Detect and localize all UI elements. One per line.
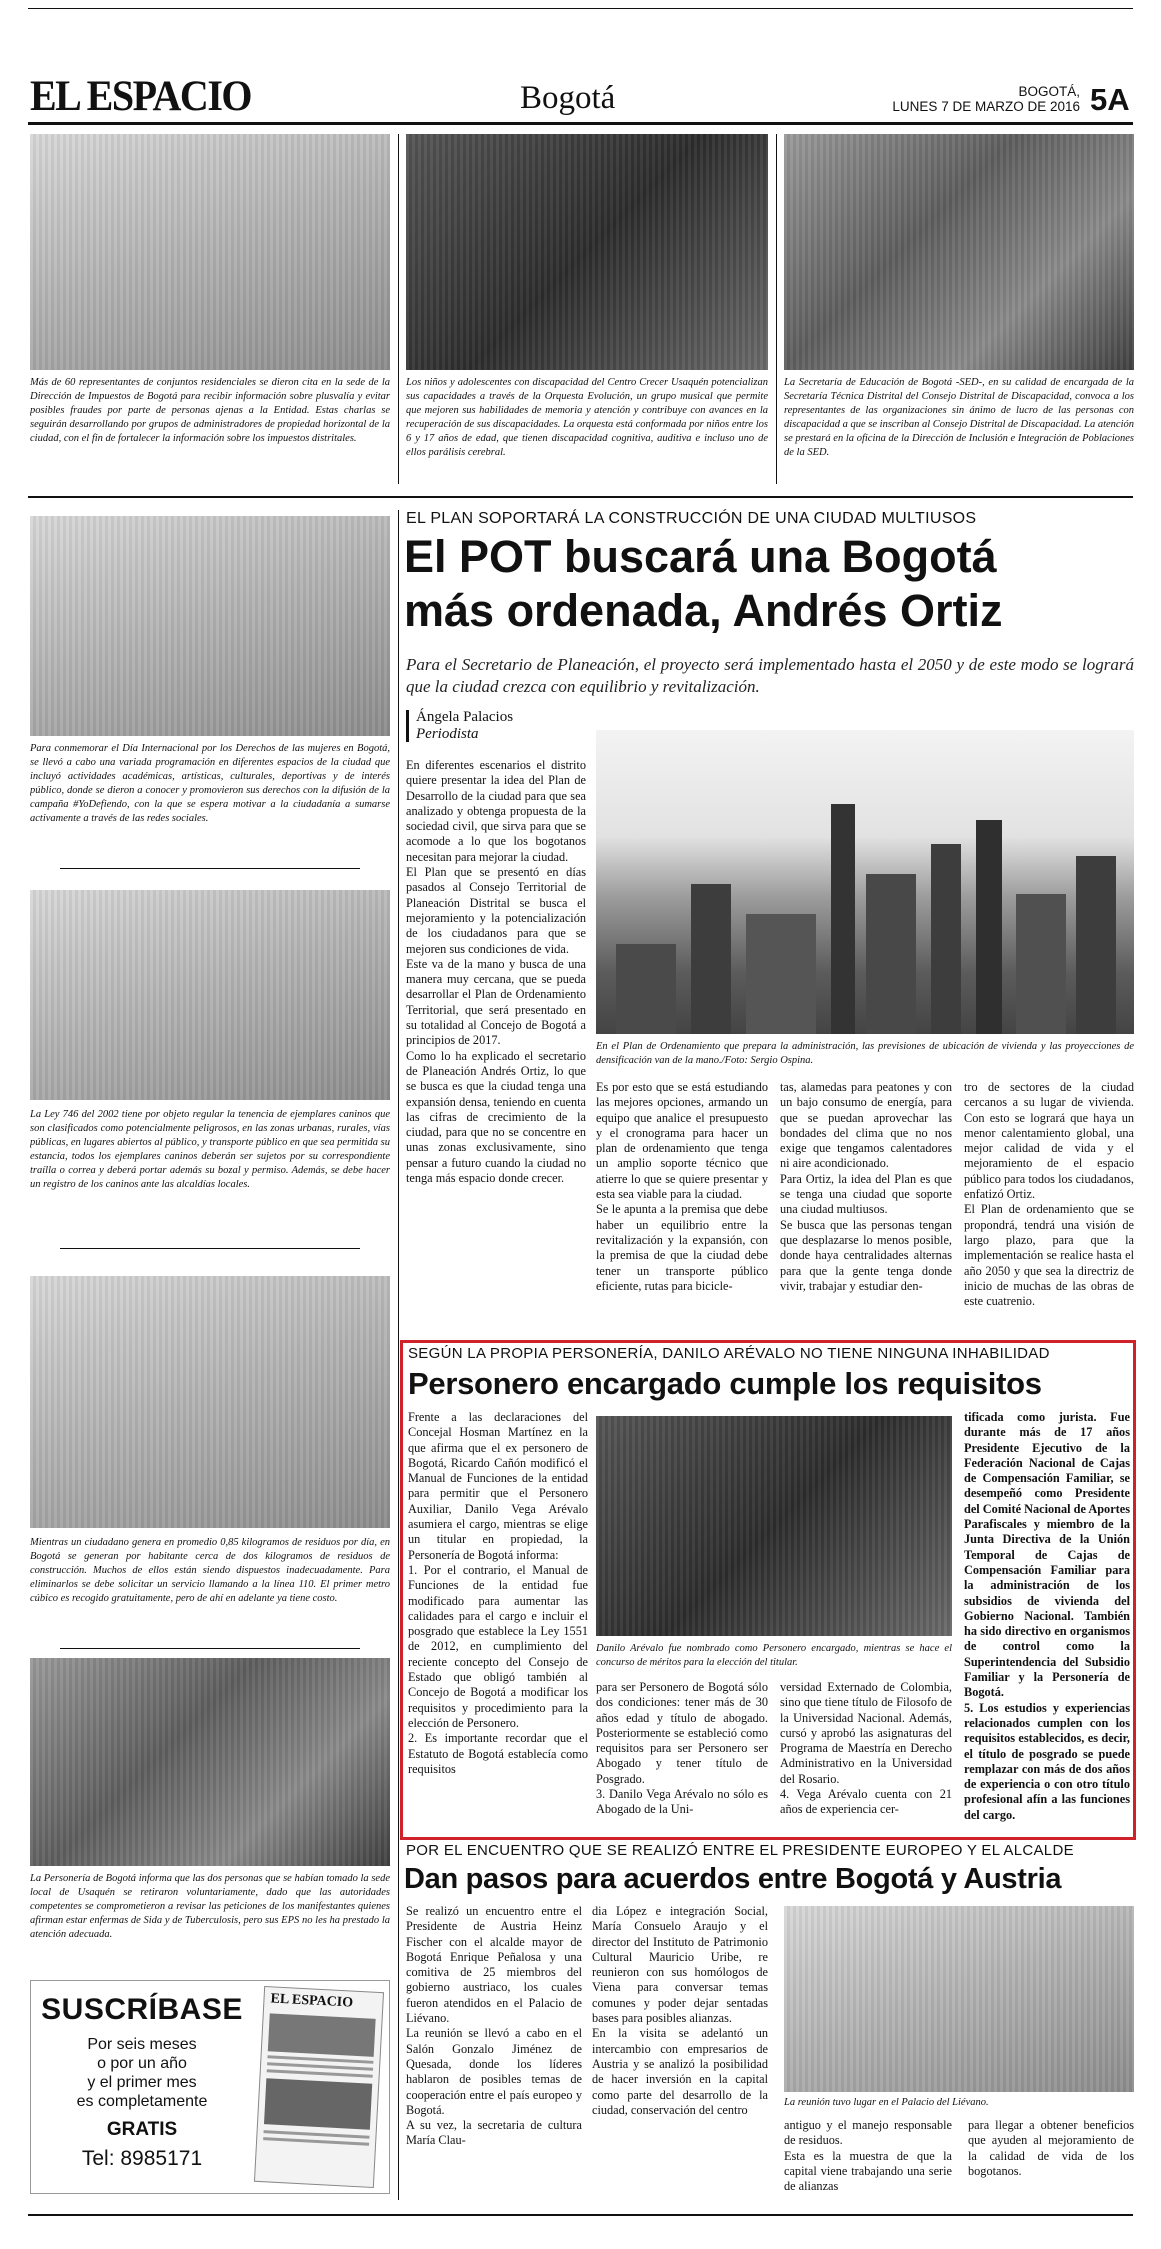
subscription-ad[interactable] xyxy=(30,1980,390,2194)
caption-disability-council: La Secretaría de Educación de Bogotá -SED-, en su calidad de encargada de la Secretaría Técnica Distrital del Consejo Distrital de Discapacidad, convoca a los representantes de las organizaciones sin ánimo de lucro de las personas con discapacidad a que se inscriban al Consejo Distrital de Discapacidad. La atención se prestará en la oficina de la Dirección de Inclusión e Integración de Poblaciones de la SED. xyxy=(784,377,1134,458)
personero-column-1 xyxy=(408,1410,588,1836)
building-shape xyxy=(616,944,676,1034)
paragraph: Se le apunta a la premisa que debe haber un equilibrio entre la revitalización y la expansión, con la premisa de que la ciudad debe tener un transporte público eficiente, rutas para bicicle- xyxy=(596,1202,768,1293)
photo-womens-day xyxy=(30,516,390,736)
photo-orchestra xyxy=(406,134,768,370)
ad-free: GRATIS xyxy=(106,2119,178,2140)
personero-column-2 xyxy=(596,1680,768,1836)
paragraph: tro de sectores de la ciudad cercanos a su lugar de vivienda. Con esto se logrará que haya un menor calentamiento global, una mejor calidad de vida y el mejoramiento de el espacio público para todos los ciudadanos, enfatizó Ortiz. xyxy=(964,1080,1134,1202)
pot-subhead: Para el Secretario de Planeación, el proyecto será implementado hasta el 2050 y de este modo se logrará que la ciudad crezca con equilibrio y revitalización. xyxy=(406,655,1134,696)
paragraph: para llegar a obtener beneficios que ayuden al mejoramiento de la calidad de vida de los bogotanos. xyxy=(968,2118,1134,2178)
personero-column-3 xyxy=(780,1680,952,1836)
caption-tax-meeting: Más de 60 representantes de conjuntos residenciales se dieron cita en la sede de la Dirección de Impuestos de Bogotá para recibir información sobre plusvalía y evitar posibles fraudes por parte de personas ajenas a la Entidad. Estas charlas se seguirán desarrollando por grupos de administradores de propiedad horizontal de la ciudad, con el fin de fortalecer la información sobre los impuestos distritales. xyxy=(30,377,390,444)
ad-phone: Tel: 8985171 xyxy=(81,2147,203,2170)
caption-usaquen: La Personería de Bogotá informa que las dos personas que se habían tomado la sede local de Usaquén se retiraron voluntariamente, dado que las autoridades competentes se comprometieron a revisar las peticiones de los manifestantes quienes afirman estar enfermas de Sida y de Tuberculosis, pero sus EPS no les ha prestado la atención adecuada. xyxy=(30,1873,390,1940)
paragraph: Se realizó un encuentro entre el Presidente de Austria Heinz Fischer con el alcalde mayor de Bogotá Enrique Peñalosa y una comitiva de 25 miembros del gobierno austriaco, los cuales fueron atendidos en el Palacio de Liévano. xyxy=(406,1904,582,2026)
building-shape xyxy=(931,844,961,1034)
paragraph: Para Ortiz, la idea del Plan es que se tenga una ciudad que soporte una ciudad multiusos. xyxy=(780,1171,952,1217)
paragraph: Se busca que las personas tengan que desplazarse lo menos posible, donde haya centralidades alternas para que la gente tenga donde vivir, trabajar y estudiar den- xyxy=(780,1217,952,1293)
building-shape xyxy=(691,884,731,1034)
personero-photo-caption: Danilo Arévalo fue nombrado como Personero encargado, mientras se hace el concurso de méritos para la elección del titular. xyxy=(596,1643,952,1668)
austria-column-4 xyxy=(968,2118,1134,2208)
pot-kicker: EL PLAN SOPORTARÁ LA CONSTRUCCIÓN DE UNA CIUDAD MULTIUSOS xyxy=(406,510,977,527)
ad-body xyxy=(35,2035,249,2111)
paragraph: antiguo y el manejo responsable de residuos. xyxy=(784,2118,952,2148)
ad-line: o por un año xyxy=(97,2055,187,2072)
paragraph: El Plan de ordenamiento que se propondrá, tendrá una visión de largo plazo, para que la implementación se realice hasta el año 2050 y que sea la directriz de inicio de muchas de las obras de este cuatrenio. xyxy=(964,1202,1134,1309)
paragraph: tificada como jurista. Fue durante más de 17 años Presidente Ejecutivo de la Federación Nacional de Cajas de Compensación Familiar, se desempeñó como Presidente del Comité Nacional de Aportes Parafiscales y miembro de la Junta Directiva de la Unión Temporal de Cajas de Compensación Familiar para la administración de los subsidios de vivienda del Gobierno Nacional. También ha sido directivo en organismos de control como la Superintendencia del Subsidio Familiar y la Personería de Bogotá. xyxy=(964,1410,1130,1700)
paragraph: 5. Los estudios y experiencias relacionados cumplen con los requisitos establecidos, es decir, el título de posgrado se puede remplazar con más de dos años de experiencia o con otro título profesional afín a las funciones del cargo. xyxy=(964,1700,1130,1822)
ad-line: es completamente xyxy=(76,2093,208,2110)
paragraph: dia López e integración Social, María Consuelo Araujo y el director del Instituto de Patrimonio Cultural Mauricio Uribe, re reunieron con sus homólogos de Viena para conversar temas comunes y poder dejar sentadas bases para posibles alianzas. xyxy=(592,1904,768,2026)
paragraph: 4. Vega Arévalo cuenta con 21 años de experiencia cer- xyxy=(780,1787,952,1817)
personero-kicker: SEGÚN LA PROPIA PERSONERÍA, DANILO ARÉVALO NO TIENE NINGUNA INHABILIDAD xyxy=(408,1345,1050,1362)
paragraph: La reunión se llevó a cabo en el Salón Gonzalo Jiménez de Quesada, donde los líderes hablaron de posibles temas de cooperación entre el país europeo y Bogotá. xyxy=(406,2026,582,2117)
photo-usaquen-church xyxy=(30,1658,390,1866)
masthead-logo: EL ESPACIO xyxy=(30,71,251,120)
austria-kicker: POR EL ENCUENTRO QUE SE REALIZÓ ENTRE EL PRESIDENTE EUROPEO Y EL ALCALDE xyxy=(406,1842,1074,1859)
paragraph: Como lo ha explicado el secretario de Planeación Andrés Ortiz, lo que se busca es que la ciudad tenga una expansión densa, teniendo en cuenta las cifras de crecimiento de la ciudad, para que no se concentre en unas zonas exclusivamente, sino pensar a futuro cuando la ciudad no tenga más espacio donde crecer. xyxy=(406,1048,586,1186)
pot-column-2 xyxy=(596,1080,768,1338)
paragraph: 1. Por el contrario, el Manual de Funciones de la entidad fue modificado para aumentar las calidades para el cargo e incluir el posgrado que establece la Ley 1551 de 2012, en cumplimiento del reciente concepto del Consejo de Estado que obligó también al Concejo de Bogotá a modificar los requisitos y procedimiento para la elección de Personero. xyxy=(408,1562,588,1730)
photo-construction-waste xyxy=(30,1276,390,1528)
ad-line: y el primer mes xyxy=(87,2074,197,2091)
caption-orchestra: Los niños y adolescentes con discapacidad del Centro Crecer Usaquén potencializan sus capacidades a través de la Orquesta Evolución, un grupo musical que permite que mejoren sus habilidades de memoria y atención y contribuye con avances en la recuperación de sus discapacidades. La orquesta está conformada por niños entre los 6 y 17 años de edad, que tienen discapacidad cognitiva, auditiva e incluso uno de ellos parálisis cerebral. xyxy=(406,377,768,458)
paragraph: 2. Es importante recordar que el Estatuto de Bogotá establecía como requisitos xyxy=(408,1731,588,1776)
photo-dogs xyxy=(30,890,390,1100)
section-title: Bogotá xyxy=(520,80,616,116)
pot-headline-line2: más ordenada, Andrés Ortiz xyxy=(404,585,1003,636)
austria-column-1 xyxy=(406,1904,582,2204)
caption-womens-day: Para conmemorar el Día Internacional por los Derechos de las mujeres en Bogotá, se llevó a cabo una variada programación en diferentes espacios de la ciudad que incluyó actividades académicas, artísticas, culturales, deportivas y de interés público, donde se dieron a conocer y promovieron sus derechos con la difusión de la campaña #YoDefiendo, con la que se espera motivar a la ciudadanía a sumarse activamente a través de las redes sociales. xyxy=(30,743,390,824)
paragraph: El Plan que se presentó en días pasados al Consejo Territorial de Planeación Distrital se busca el mejoramiento y la potencialización de los ciudadanos para que se mejoren sus condiciones de vida. xyxy=(406,865,586,956)
date-city: BOGOTÁ, xyxy=(1018,84,1080,99)
austria-column-3 xyxy=(784,2118,952,2208)
paragraph: A su vez, la secretaria de cultura María Clau- xyxy=(406,2118,582,2148)
building-shape xyxy=(866,874,916,1034)
pot-byline xyxy=(416,709,513,743)
bottom-rule xyxy=(28,2214,1133,2216)
paragraph: Frente a las declaraciones del Concejal Hosman Martínez en la que afirma que el ex personero de Bogotá, Ricardo Cañón modificó el Manual de Funciones de la entidad para permitir que el Personero Auxiliar, Danilo Vega Arévalo asumiera el cargo, mientras se elige un titular en propiedad, la Personería de Bogotá informa: xyxy=(408,1410,588,1562)
top-hairline xyxy=(28,8,1133,9)
column-divider xyxy=(398,134,399,484)
paragraph: 3. Danilo Vega Arévalo no sólo es Abogado de la Uni- xyxy=(596,1787,768,1817)
paragraph: tas, alamedas para peatones y con un bajo consumo de energía, para que se puedan aprovechar las bondades del clima que no nos exige que tengamos calentadores ni aire acondicionado. xyxy=(780,1080,952,1171)
photo-austria-meeting xyxy=(784,1906,1134,2092)
thumbnail-logo: EL ESPACIO xyxy=(270,1991,354,2011)
thumbnail-line xyxy=(263,2137,369,2146)
page-number: 5A xyxy=(1090,82,1130,117)
caption-dogs: La Ley 746 del 2002 tiene por objeto regular la tenencia de ejemplares caninos que son clasificados como potencialmente peligrosos, en las zonas urbanas, rurales, vías públicas, en lugares abiertos al público, y transporte público en que sea permitida su estancia, todos los ejemplares caninos deberán ser sujetos por su correspondiente traílla o correa y deberá portar además su bozal y permiso. Además, se debe hacer un registro de los caninos ante las alcaldías locales. xyxy=(30,1109,390,1190)
pot-headline-line1: El POT buscará una Bogotá xyxy=(404,531,997,582)
paragraph: En diferentes escenarios el distrito quiere presentar la idea del Plan de Desarrollo de la ciudad para que sea analizado y obtenga propuesta de la sociedad civil, que sirva para que se acomode a lo que los bogotanos necesitan para mejorar la ciudad. xyxy=(406,758,586,864)
photo-tax-meeting xyxy=(30,134,390,370)
paragraph: para ser Personero de Bogotá sólo dos condiciones: tener más de 30 años edad y título de abogado. Posteriormente se estableció como requisitos para ser Personero ser Abogado y tener título de Posgrado. xyxy=(596,1680,768,1786)
paragraph: Este va de la mano y busca de una manera muy cercana, que se pueda desarrollar el Plan de Ordenamiento Territorial, que será presentado en su totalidad al Concejo de Bogotá a principios de 2017. xyxy=(406,956,586,1048)
building-shape xyxy=(1016,894,1066,1034)
ad-title: SUSCRÍBASE xyxy=(41,1993,243,2026)
divider xyxy=(60,1648,360,1649)
divider xyxy=(60,868,360,869)
thumbnail-line xyxy=(267,2069,373,2078)
building-shape xyxy=(976,820,1002,1034)
photo-disability-council xyxy=(784,134,1134,370)
paragraph: versidad Externado de Colombia, sino que tiene título de Filosofo de la Universidad Nacional. Además, cursó y aprobó las asignaturas del Programa de Maestría en Derecho Administrativo en la Universidad del Rosario. xyxy=(780,1680,952,1786)
date-text: LUNES 7 DE MARZO DE 2016 xyxy=(892,99,1080,114)
austria-headline: Dan pasos para acuerdos entre Bogotá y Austria xyxy=(404,1863,1062,1895)
austria-photo-caption: La reunión tuvo lugar en el Palacio del Liévano. xyxy=(784,2097,989,2108)
divider xyxy=(60,1248,360,1249)
ad-line: Por seis meses xyxy=(87,2036,197,2053)
pot-column-1 xyxy=(406,758,586,1338)
author-role: Periodista xyxy=(416,726,479,742)
photo-bogota-skyline xyxy=(596,730,1134,1034)
byline-bar xyxy=(406,710,409,742)
column-divider xyxy=(776,134,777,484)
sidebar-divider xyxy=(398,510,399,2200)
building-shape xyxy=(1076,856,1116,1034)
building-shape xyxy=(831,804,855,1034)
pot-column-4 xyxy=(964,1080,1134,1338)
caption-construction-waste: Mientras un ciudadano genera en promedio 0,85 kilogramos de residuos por día, en Bogotá se generan por habitante cerca de dos kilogramos de residuos de construcción. Muchos de ellos están siendo dispuestos inadecuadamente. Para eliminarlos se debe solicitar un servicio llamando a la línea 110. El primer metro cúbico es recogido gratuitamente, pero de ahí en adelante ya tiene costo. xyxy=(30,1537,390,1604)
date-block xyxy=(850,84,1080,114)
masthead-rule xyxy=(28,122,1133,125)
photo-danilo-arevalo xyxy=(596,1416,952,1636)
paragraph: Esta es la muestra de que la capital viene trabajando una serie de alianzas xyxy=(784,2148,952,2194)
personero-headline: Personero encargado cumple los requisitos xyxy=(408,1366,1042,1401)
author-name: Ángela Palacios xyxy=(416,709,514,725)
section-rule xyxy=(28,496,1133,498)
building-shape xyxy=(746,914,816,1034)
austria-column-2 xyxy=(592,1904,768,2204)
thumbnail-image xyxy=(264,2078,372,2129)
pot-column-3 xyxy=(780,1080,952,1338)
thumbnail-image xyxy=(268,2013,376,2056)
paragraph: Es por esto que se está estudiando las mejores opciones, armando un equipo que analice el presupuesto y el cronograma para hacer un plan de ordenamiento que tenga un amplio soporte técnico que atierre lo que se quiere presentar y esta sea viable para la ciudad. xyxy=(596,1080,768,1202)
pot-photo-caption: En el Plan de Ordenamiento que prepara la administración, las previsiones de ubicación de vivienda y las proyecciones de densificación van de la mano./Foto: Sergio Ospina. xyxy=(596,1041,1134,1066)
personero-column-4 xyxy=(964,1410,1130,1836)
paragraph: En la visita se adelantó un intercambio con empresarios de Austria y se analizó la posibilidad de hacer inversión en la capital como parte del desarrollo de la ciudad, conservación del centro xyxy=(592,2026,768,2117)
newspaper-thumbnail xyxy=(254,1986,384,2188)
